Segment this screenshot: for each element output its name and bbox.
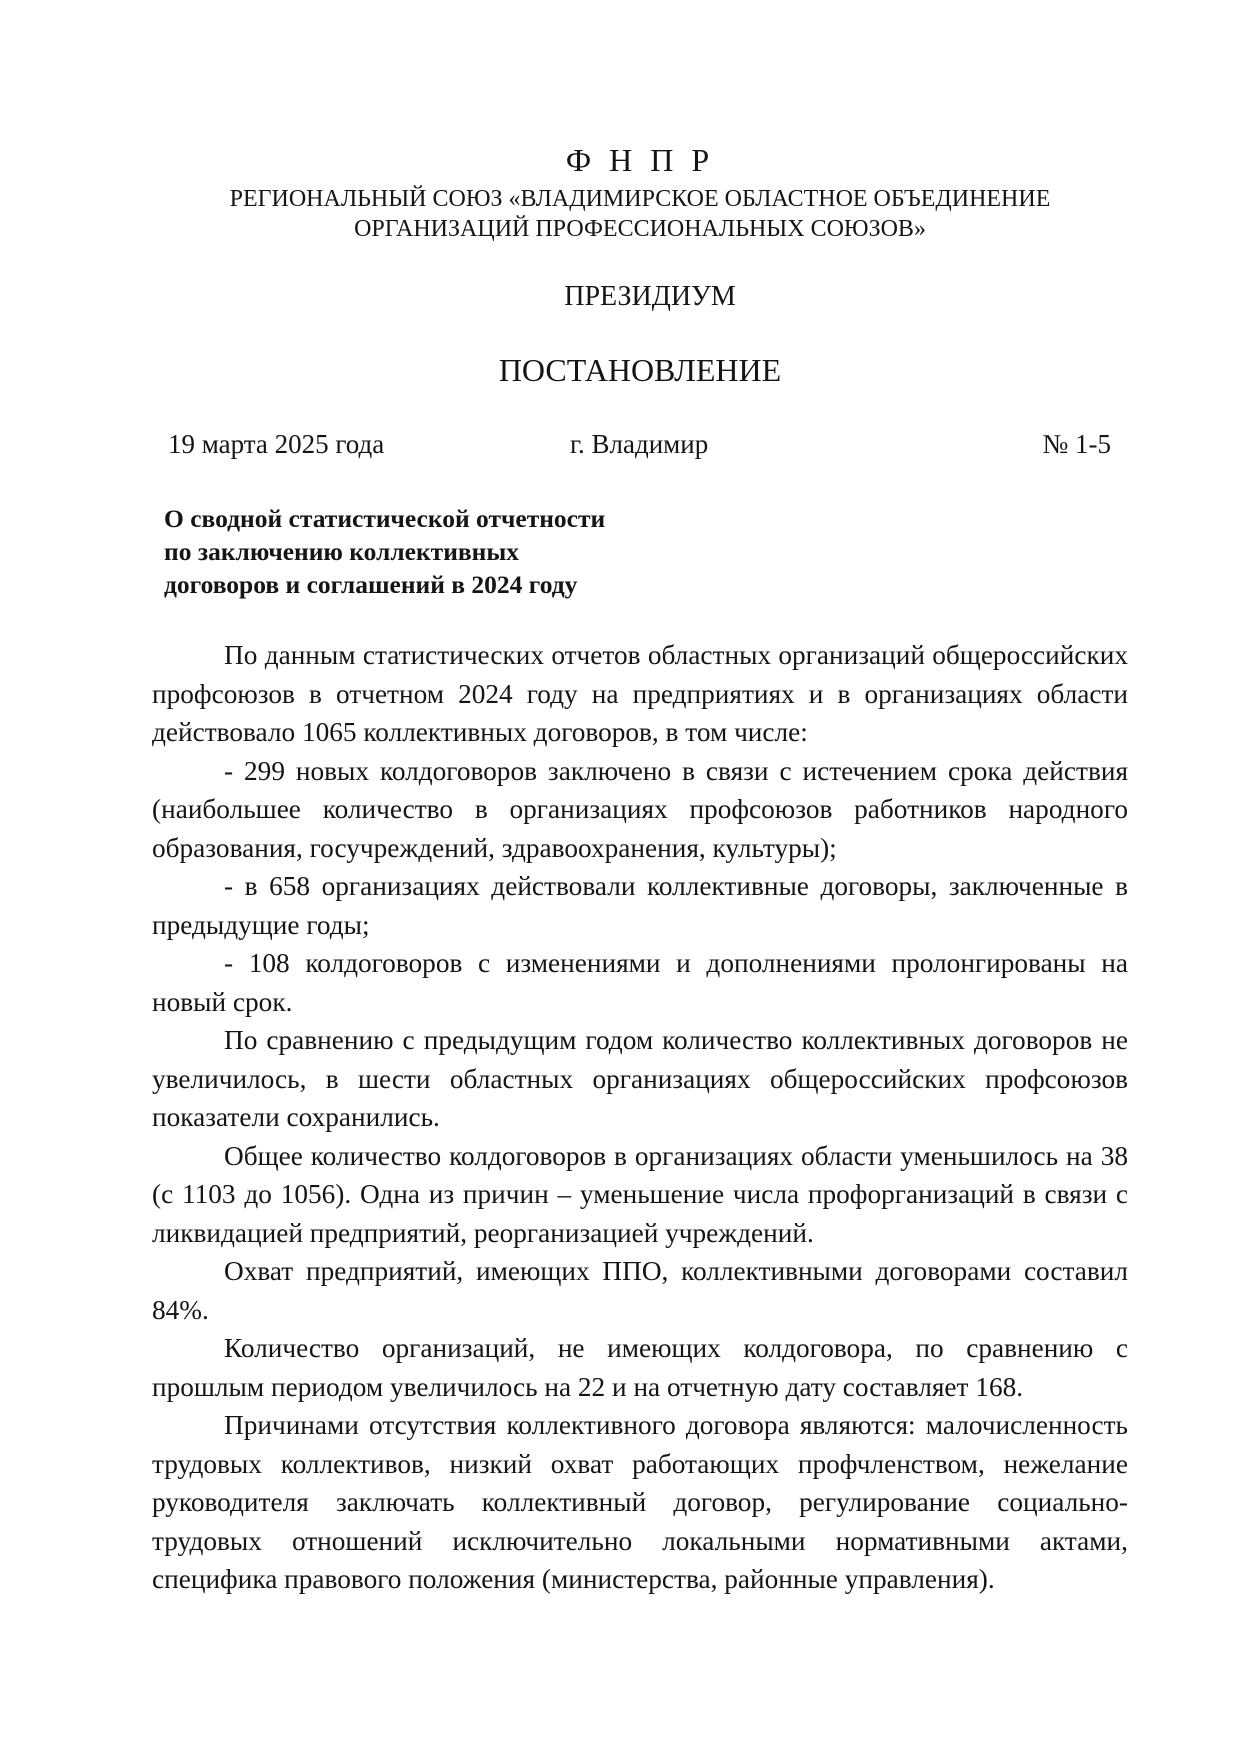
document-number: № 1-5: [1042, 429, 1111, 459]
subject-line-2: по заключению коллективных: [164, 537, 520, 566]
document-meta-row: [168, 426, 1111, 462]
body-list-item: - 108 колдоговоров с изменениями и дополнениями пролонгированы на новый срок.: [152, 948, 1128, 1017]
governing-body-title: ПРЕЗИДИУМ: [564, 281, 736, 312]
subject-line-3: договоров и соглашений в 2024 году: [164, 570, 578, 599]
subject-line-1: О сводной статистической отчетности: [164, 504, 606, 533]
organization-name-line-2: ОРГАНИЗАЦИЙ ПРОФЕССИОНАЛЬНЫХ СОЮЗОВ»: [354, 216, 926, 242]
body-paragraph: Охват предприятий, имеющих ППО, коллективными договорами составил 84%.: [152, 1256, 1128, 1325]
document-body: [152, 636, 1128, 1599]
body-paragraph: Количество организаций, не имеющих колдоговора, по сравнению с прошлым периодом увеличилось на 22 и на отчетную дату составляет 168.: [152, 1333, 1128, 1402]
body-paragraph: По данным статистических отчетов областных организаций общероссийских профсоюзов в отчетном 2024 году на предприятиях и в организациях области действовало 1065 коллективных договоров, в том числе:: [152, 640, 1128, 747]
document-type-title: ПОСТАНОВЛЕНИЕ: [498, 352, 782, 388]
document-subject: [164, 502, 724, 601]
body-paragraph: По сравнению с предыдущим годом количество коллективных договоров не увеличилось, в шести областных организациях общероссийских профсоюзов показатели сохранились.: [152, 1025, 1128, 1132]
organization-name: [100, 184, 1180, 244]
organization-name-line-1: РЕГИОНАЛЬНЫЙ СОЮЗ «ВЛАДИМИРСКОЕ ОБЛАСТНОЕ ОБЪЕДИНЕНИЕ: [229, 186, 1051, 212]
body-paragraph: Причинами отсутствия коллективного договора являются: малочисленность трудовых коллективов, низкий охват работающих профчленством, нежелание руководителя заключать коллективный договор, регулирование социально-трудовых отношений исключительно локальными нормативными актами, специфика правового положения (министерства, районные управления).: [152, 1410, 1128, 1594]
federation-abbreviation: Ф Н П Р: [565, 142, 715, 178]
document-date: 19 марта 2025 года: [168, 429, 385, 459]
body-paragraph: Общее количество колдоговоров в организациях области уменьшилось на 38 (с 1103 до 1056). Одна из причин – уменьшение числа профорганизаций в связи с ликвидацией предприятий, реорганизацией учреждений.: [152, 1140, 1128, 1248]
document-city: г. Владимир: [570, 429, 709, 459]
body-list-item: - 299 новых колдоговоров заключено в связи с истечением срока действия (наибольшее количество в организациях профсоюзов работников народного образования, госучреждений, здравоохранения, культуры);: [152, 755, 1128, 863]
body-list-item: - в 658 организациях действовали коллективные договоры, заключенные в предыдущие годы;: [152, 871, 1128, 940]
